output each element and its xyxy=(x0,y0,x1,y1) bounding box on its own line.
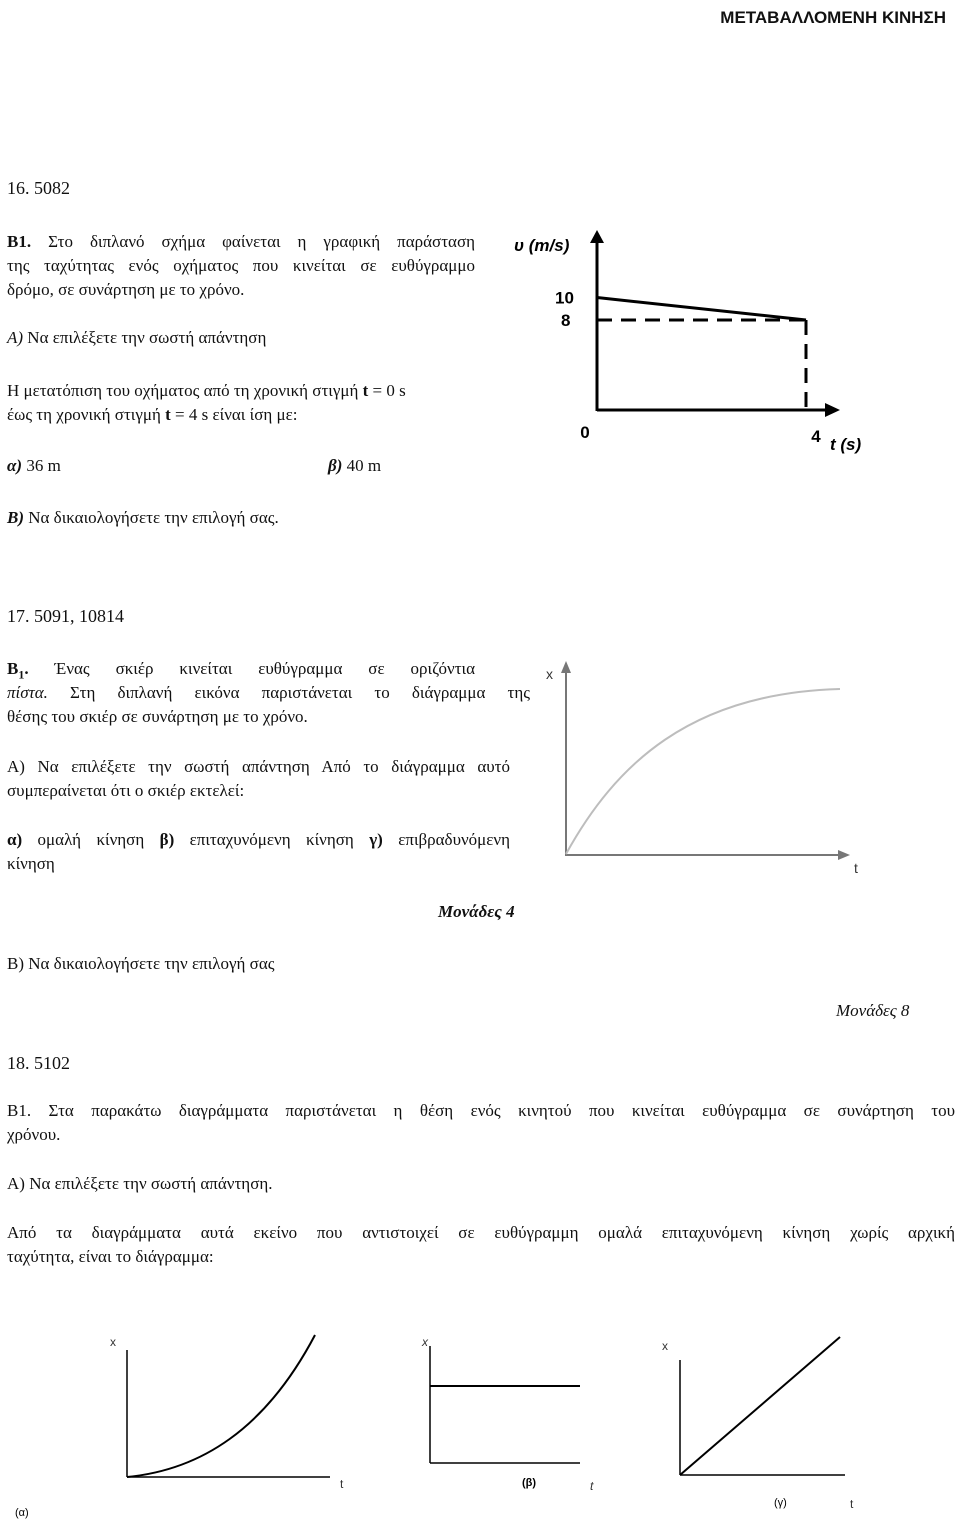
q16-partA-text: Να επιλέξετε την σωστή απάντηση xyxy=(27,328,267,347)
q18-line4: ταχύτητα, είναι το διάγραμμα: xyxy=(7,1247,214,1266)
q16-disp-line2-a: έως τη χρονική στιγμή xyxy=(7,405,166,424)
alpha-caption: (α) xyxy=(15,1507,29,1519)
q17-number: 17. 5091, 10814 xyxy=(7,606,124,626)
beta-y-label: x xyxy=(422,1335,428,1349)
q16-partB xyxy=(7,508,279,528)
alpha-x-label: t xyxy=(340,1477,344,1491)
q17-line1 xyxy=(7,659,475,682)
q16-line1-text: Στο διπλανό σχήμα φαίνεται η γραφική παράσταση xyxy=(48,232,475,251)
beta-caption: (β) xyxy=(522,1477,537,1489)
vt-x-tick-4: 4 xyxy=(811,427,821,446)
q17-units-4-text: Μονάδες 4 xyxy=(438,902,515,921)
q16-disp-line1-t: t xyxy=(362,381,369,400)
alpha-y-label: x xyxy=(110,1335,116,1349)
skier-position-time-chart xyxy=(540,655,870,880)
q17-b1-dot: . xyxy=(24,659,29,678)
q16-partA-label: Α) xyxy=(7,328,24,347)
vt-y-tick-10: 10 xyxy=(555,288,574,308)
q17-option-c-text: επιβραδυνόμενη xyxy=(382,830,510,849)
skier-x-arrow xyxy=(838,850,850,860)
q17-b1-label: Β xyxy=(7,659,19,678)
q17-partA-line2: συμπεραίνεται ότι ο σκιέρ εκτελεί: xyxy=(7,781,245,800)
q16-number: 16. 5082 xyxy=(7,178,70,198)
velocity-time-chart xyxy=(500,225,880,465)
q16-option-a-text: 36 m xyxy=(22,456,61,475)
q17-options xyxy=(7,830,510,850)
q17-option-a-text: ομαλή κίνηση xyxy=(22,830,160,849)
q16-partB-text: Να δικαιολογήσετε την επιλογή σας. xyxy=(24,508,279,527)
diagram-gamma xyxy=(630,1320,880,1520)
q16-line3: δρόμο, σε συνάρτηση με το χρόνο. xyxy=(7,280,245,299)
q16-disp-line1-b: = 0 s xyxy=(368,381,406,400)
q17-units-4 xyxy=(438,902,515,922)
q17-line2-rest: Στη διπλανή εικόνα παριστάνεται το διάγραμμα της xyxy=(47,683,530,702)
gamma-x-label: t xyxy=(850,1497,854,1511)
vt-x-label: t (s) xyxy=(830,435,862,454)
alpha-curve xyxy=(127,1335,315,1477)
q17-partB: Β) Να δικαιολογήσετε την επιλογή σας xyxy=(7,954,275,973)
q16-option-b-text: 40 m xyxy=(342,456,382,475)
gamma-y-label: x xyxy=(662,1339,668,1353)
vt-x-arrow xyxy=(825,403,840,417)
q17-option-b-text: επιταχυνόμενη κίνηση xyxy=(174,830,370,849)
gamma-curve xyxy=(680,1337,840,1475)
vt-y-arrow xyxy=(590,230,604,243)
skier-y-label: x xyxy=(546,666,553,682)
q17-option-b-label: β) xyxy=(159,830,175,849)
q17-b1-sub: 1 xyxy=(18,667,25,682)
q16-line2: της ταχύτητας ενός οχήματος που κινείται σε ευθύγραμμο xyxy=(7,256,475,275)
q17-partA-line1: Α) Να επιλέξετε την σωστή απάντηση Από το διάγραμμα αυτό xyxy=(7,757,510,776)
q16-disp-line2-b: = 4 s είναι ίση με: xyxy=(170,405,298,424)
vt-x-tick-0: 0 xyxy=(580,423,590,442)
diagram-beta xyxy=(400,1320,630,1520)
diagram-alpha xyxy=(0,1320,360,1520)
q18-partA: Α) Να επιλέξετε την σωστή απάντηση. xyxy=(7,1174,273,1193)
page-header-title: ΜΕΤΑΒΑΛΛΟΜΕΝΗ ΚΙΝΗΣΗ xyxy=(720,8,946,27)
q18-line3: Από τα διαγράμματα αυτά εκείνο που αντιστοιχεί σε ευθύγραμμη ομαλά επιταχυνόμενη κίνηση χωρίς αρχική xyxy=(7,1223,955,1242)
q17-line3: θέσης του σκιέρ σε συνάρτηση με το χρόνο. xyxy=(7,707,308,726)
q18-line1: Β1. Στα παρακάτω διαγράμματα παριστάνεται η θέση ενός κινητού που κινείται ευθύγραμμα σε συνάρτηση του xyxy=(7,1101,955,1120)
q16-option-b-label: β) xyxy=(328,456,343,475)
q16-partA xyxy=(7,328,266,348)
q16-disp-line1-a: Η μετατόπιση του οχήματος από τη χρονική στιγμή xyxy=(7,381,363,400)
q16-line1 xyxy=(7,232,475,252)
beta-x-label: t xyxy=(590,1479,594,1493)
q17-option-a-label: α) xyxy=(7,830,23,849)
skier-y-arrow xyxy=(561,661,571,673)
q16-option-b xyxy=(328,456,381,476)
q16-b1-label: Β1. xyxy=(7,232,32,251)
q17-units-8-text: Μονάδες 8 xyxy=(836,1001,910,1020)
q17-option-c-label: γ) xyxy=(369,830,383,849)
q17-line2 xyxy=(7,683,530,703)
skier-curve xyxy=(566,689,840,854)
q16-disp-line2 xyxy=(7,405,297,425)
q17-line1-text: Ένας σκιέρ κινείται ευθύγραμμα σε οριζόντια xyxy=(54,659,476,678)
q17-units-8 xyxy=(836,1001,909,1021)
q16-disp-line1 xyxy=(7,381,406,401)
q16-partB-label: Β) xyxy=(7,508,24,527)
q16-option-a-label: α) xyxy=(7,456,23,475)
q17-line2-italic: πίστα. xyxy=(7,683,48,702)
vt-y-tick-8: 8 xyxy=(561,311,571,330)
q18-number: 18. 5102 xyxy=(7,1053,70,1073)
gamma-caption: (γ) xyxy=(774,1497,787,1509)
q18-line2: χρόνου. xyxy=(7,1125,61,1144)
vt-series-line xyxy=(597,298,806,321)
q16-disp-line2-t: t xyxy=(165,405,171,424)
q17-option-c-cont: κίνηση xyxy=(7,854,55,873)
skier-x-label: t xyxy=(854,860,858,876)
vt-y-label: υ (m/s) xyxy=(514,236,570,255)
q16-option-a xyxy=(7,456,61,476)
